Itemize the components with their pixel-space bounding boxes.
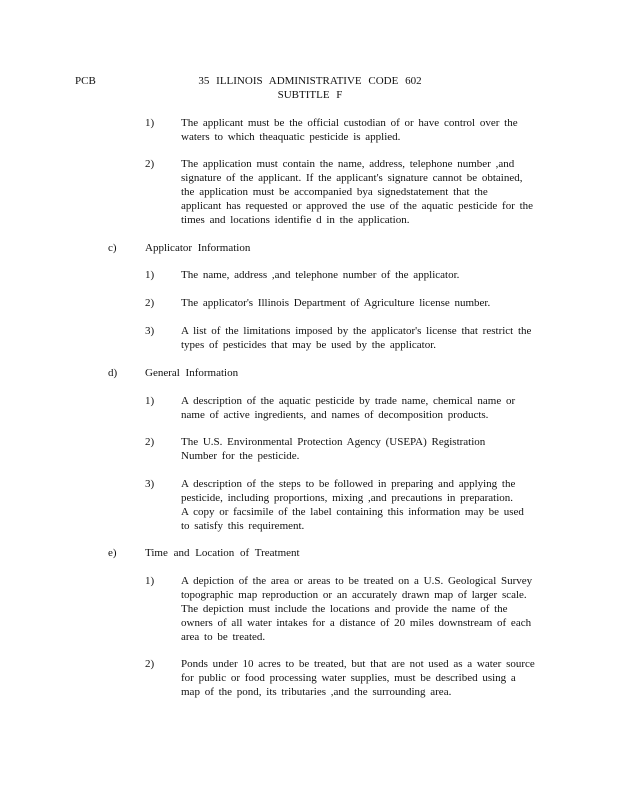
item-text: [181, 157, 539, 227]
text-line: The name, address ,and telephone number of the applicator.: [181, 269, 460, 281]
item-text: [181, 657, 539, 699]
text-line: to satisfy this requirement.: [181, 520, 305, 532]
item-text: [181, 477, 539, 533]
item-text: [181, 268, 539, 282]
text-line: The depiction must include the locations and provide the name of the: [181, 603, 508, 615]
section-title: General Information: [145, 367, 239, 379]
text-line: The applicant must be the official custodian of or have control over the: [181, 117, 518, 129]
item-number: 3): [145, 325, 155, 337]
item-text: [181, 574, 539, 644]
text-line: A copy or facsimile of the label containing this information may be used: [181, 506, 524, 518]
section-letter: c): [108, 242, 117, 254]
text-line: The U.S. Environmental Protection Agency (USEPA) Registration: [181, 436, 486, 448]
text-line: A description of the steps to be followed in preparing and applying the: [181, 478, 516, 490]
header-title: [150, 74, 470, 102]
text-line: map of the pond, its tributaries ,and the surrounding area.: [181, 686, 452, 698]
text-line: A list of the limitations imposed by the applicator's license that restrict the: [181, 325, 532, 337]
header-title-line2: SUBTITLE F: [277, 89, 343, 101]
text-line: applicant has requested or approved the use of the aquatic pesticide for the: [181, 200, 534, 212]
text-line: The application must contain the name, address, telephone number ,and: [181, 158, 515, 170]
header-agency: PCB: [75, 75, 96, 87]
item-number: 1): [145, 269, 155, 281]
item-text: [181, 324, 539, 352]
text-line: types of pesticides that may be used by the applicator.: [181, 339, 437, 351]
text-line: A depiction of the area or areas to be treated on a U.S. Geological Survey: [181, 575, 533, 587]
item-text: [181, 116, 539, 144]
text-line: Ponds under 10 acres to be treated, but that are not used as a water source: [181, 658, 535, 670]
text-line: waters to which theaquatic pesticide is applied.: [181, 131, 401, 143]
section-letter: e): [108, 547, 117, 559]
text-line: area to be treated.: [181, 631, 266, 643]
text-line: The applicator's Illinois Department of Agriculture license number.: [181, 297, 491, 309]
section-title: Applicator Information: [145, 242, 251, 254]
text-line: pesticide, including proportions, mixing ,and precautions in preparation.: [181, 492, 514, 504]
item-number: 1): [145, 575, 155, 587]
text-line: owners of all water intakes for a distance of 20 miles downstream of each: [181, 617, 532, 629]
item-number: 1): [145, 395, 155, 407]
text-line: for public or food processing water supplies, must be described using a: [181, 672, 516, 684]
item-text: [181, 435, 539, 463]
item-number: 2): [145, 297, 155, 309]
section-letter: d): [108, 367, 118, 379]
item-text: [181, 296, 539, 310]
item-number: 3): [145, 478, 155, 490]
item-text: [181, 394, 539, 422]
header-title-line1: 35 ILLINOIS ADMINISTRATIVE CODE 602: [198, 75, 422, 87]
item-number: 2): [145, 158, 155, 170]
item-number: 2): [145, 658, 155, 670]
text-line: times and locations identifie d in the application.: [181, 214, 410, 226]
text-line: topographic map reproduction or an accurately drawn map of larger scale.: [181, 589, 527, 601]
item-number: 1): [145, 117, 155, 129]
text-line: Number for the pesticide.: [181, 450, 300, 462]
text-line: signature of the applicant. If the applicant's signature cannot be obtained,: [181, 172, 523, 184]
section-title: Time and Location of Treatment: [145, 547, 300, 559]
text-line: the application must be accompanied bya signedstatement that the: [181, 186, 488, 198]
text-line: name of active ingredients, and names of decomposition products.: [181, 409, 489, 421]
text-line: A description of the aquatic pesticide by trade name, chemical name or: [181, 395, 516, 407]
item-number: 2): [145, 436, 155, 448]
